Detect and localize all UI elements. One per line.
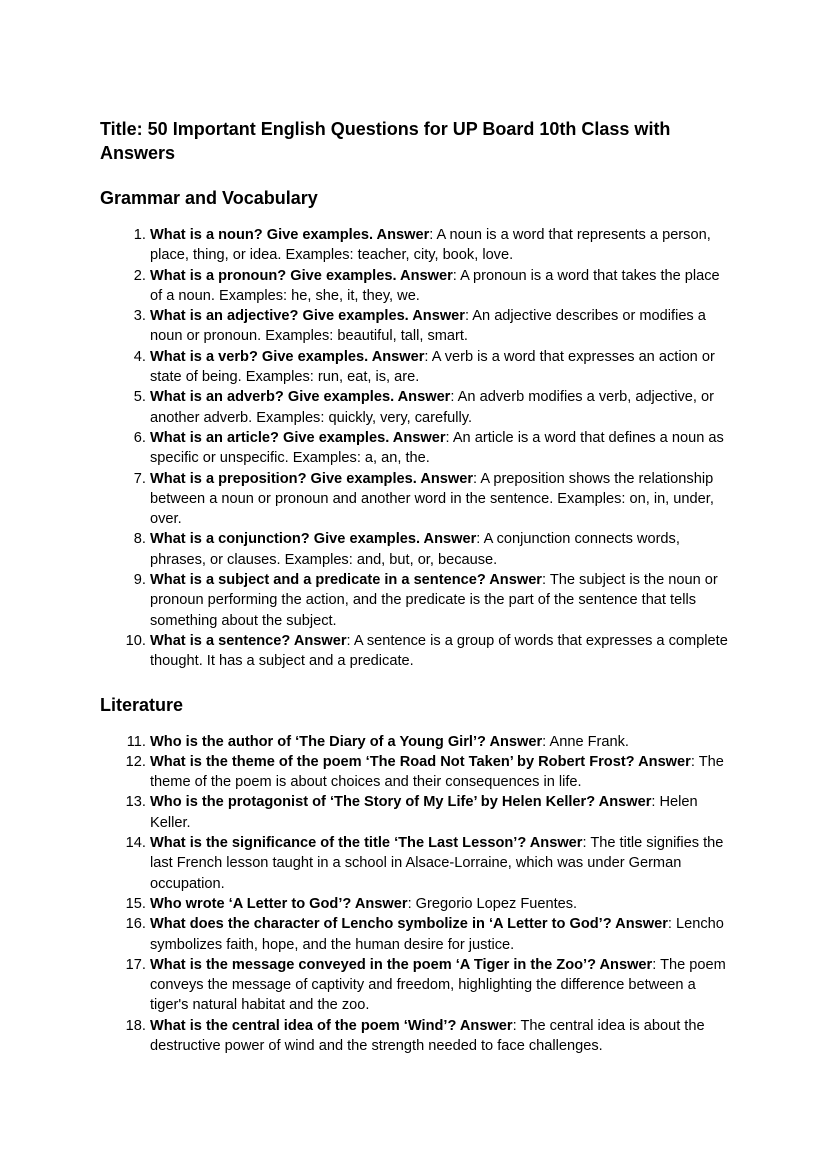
question-list-grammar bbox=[100, 225, 730, 672]
question-text: What is a subject and a predicate in a sentence? Answer bbox=[150, 572, 542, 589]
answer-text: : A noun is a word that represents a person, place, thing, or idea. Examples: teacher, city, book, love. bbox=[150, 227, 711, 264]
question-item bbox=[150, 570, 730, 631]
answer-text: : The title signifies the last French lesson taught in a school in Alsace-Lorraine, which was under German occupation. bbox=[150, 835, 724, 892]
question-text: What is the central idea of the poem ‘Wind’? Answer bbox=[150, 1017, 513, 1034]
question-item bbox=[150, 955, 730, 1016]
question-text: What is a verb? Give examples. Answer bbox=[150, 348, 425, 365]
question-item bbox=[150, 631, 730, 672]
question-item bbox=[150, 529, 730, 570]
question-item bbox=[150, 833, 730, 894]
answer-text: : The subject is the noun or pronoun performing the action, and the predicate is the part of the sentence that tells something about the subject. bbox=[150, 572, 718, 629]
answer-text: : An adverb modifies a verb, adjective, or another adverb. Examples: quickly, very, carefully. bbox=[150, 389, 715, 426]
question-item bbox=[150, 732, 730, 752]
question-item bbox=[150, 1016, 730, 1057]
question-item bbox=[150, 469, 730, 530]
question-item bbox=[150, 225, 730, 266]
answer-text: : A sentence is a group of words that expresses a complete thought. It has a subject and a predicate. bbox=[150, 632, 728, 670]
question-item bbox=[150, 306, 730, 347]
answer-text: : The poem conveys the message of captivity and freedom, highlighting the difference between a tiger's natural habitat and the zoo. bbox=[150, 956, 726, 1014]
question-text: What is a noun? Give examples. Answer bbox=[150, 227, 430, 243]
question-item bbox=[150, 752, 730, 793]
question-text: What is an article? Give examples. Answer bbox=[150, 429, 446, 446]
question-text: What does the character of Lencho symbolize in ‘A Letter to God’? Answer bbox=[150, 916, 668, 933]
question-list-literature bbox=[100, 732, 730, 1057]
answer-text: : An adjective describes or modifies a noun or pronoun. Examples: beautiful, tall, smart. bbox=[150, 308, 706, 345]
answer-text: : A preposition shows the relationship between a noun or pronoun and another word in the sentence. Examples: on, in, under, over. bbox=[150, 470, 714, 528]
answer-text: : The central idea is about the destructive power of wind and the strength needed to face challenges. bbox=[150, 1017, 705, 1054]
question-text: Who wrote ‘A Letter to God’? Answer bbox=[150, 895, 408, 912]
document-body bbox=[100, 117, 730, 1056]
question-text: What is a preposition? Give examples. Answer bbox=[150, 470, 474, 487]
answer-text: : Helen Keller. bbox=[150, 794, 698, 831]
question-text: Who is the author of ‘The Diary of a Young Girl’? Answer bbox=[150, 733, 543, 750]
question-text: What is a sentence? Answer bbox=[150, 632, 347, 649]
question-item bbox=[150, 914, 730, 955]
question-item bbox=[150, 792, 730, 833]
answer-text: : A pronoun is a word that takes the place of a noun. Examples: he, she, it, they, we. bbox=[150, 267, 720, 304]
answer-text: : A conjunction connects words, phrases, or clauses. Examples: and, but, or, because. bbox=[150, 531, 680, 568]
answer-text: : Anne Frank. bbox=[542, 733, 629, 750]
question-item bbox=[150, 428, 730, 469]
question-text: What is a conjunction? Give examples. Answer bbox=[150, 531, 477, 548]
question-text: What is the theme of the poem ‘The Road Not Taken’ by Robert Frost? Answer bbox=[150, 753, 691, 770]
question-text: What is the significance of the title ‘The Last Lesson’? Answer bbox=[150, 835, 583, 852]
question-item bbox=[150, 387, 730, 428]
question-text: Who is the protagonist of ‘The Story of My Life’ by Helen Keller? Answer bbox=[150, 794, 652, 811]
question-text: What is the message conveyed in the poem ‘A Tiger in the Zoo’? Answer bbox=[150, 956, 653, 973]
answer-text: : The theme of the poem is about choices and their consequences in life. bbox=[150, 753, 724, 791]
question-item bbox=[150, 347, 730, 388]
answer-text: : An article is a word that defines a noun as specific or unspecific. Examples: a, an, the. bbox=[150, 429, 724, 467]
section-heading-literature: Literature bbox=[100, 694, 184, 715]
question-item bbox=[150, 266, 730, 307]
document-title: Title: 50 Important English Questions for UP Board 10th Class with Answers bbox=[100, 119, 671, 163]
answer-text: : Lencho symbolizes faith, hope, and the human desire for justice. bbox=[150, 916, 724, 953]
question-text: What is an adjective? Give examples. Answer bbox=[150, 308, 465, 325]
answer-text: : A verb is a word that expresses an action or state of being. Examples: run, eat, is, are. bbox=[150, 348, 715, 386]
question-text: What is a pronoun? Give examples. Answer bbox=[150, 267, 453, 284]
question-text: What is an adverb? Give examples. Answer bbox=[150, 389, 451, 406]
question-item bbox=[150, 894, 730, 914]
answer-text: : Gregorio Lopez Fuentes. bbox=[407, 895, 578, 912]
section-heading-grammar: Grammar and Vocabulary bbox=[100, 188, 318, 208]
